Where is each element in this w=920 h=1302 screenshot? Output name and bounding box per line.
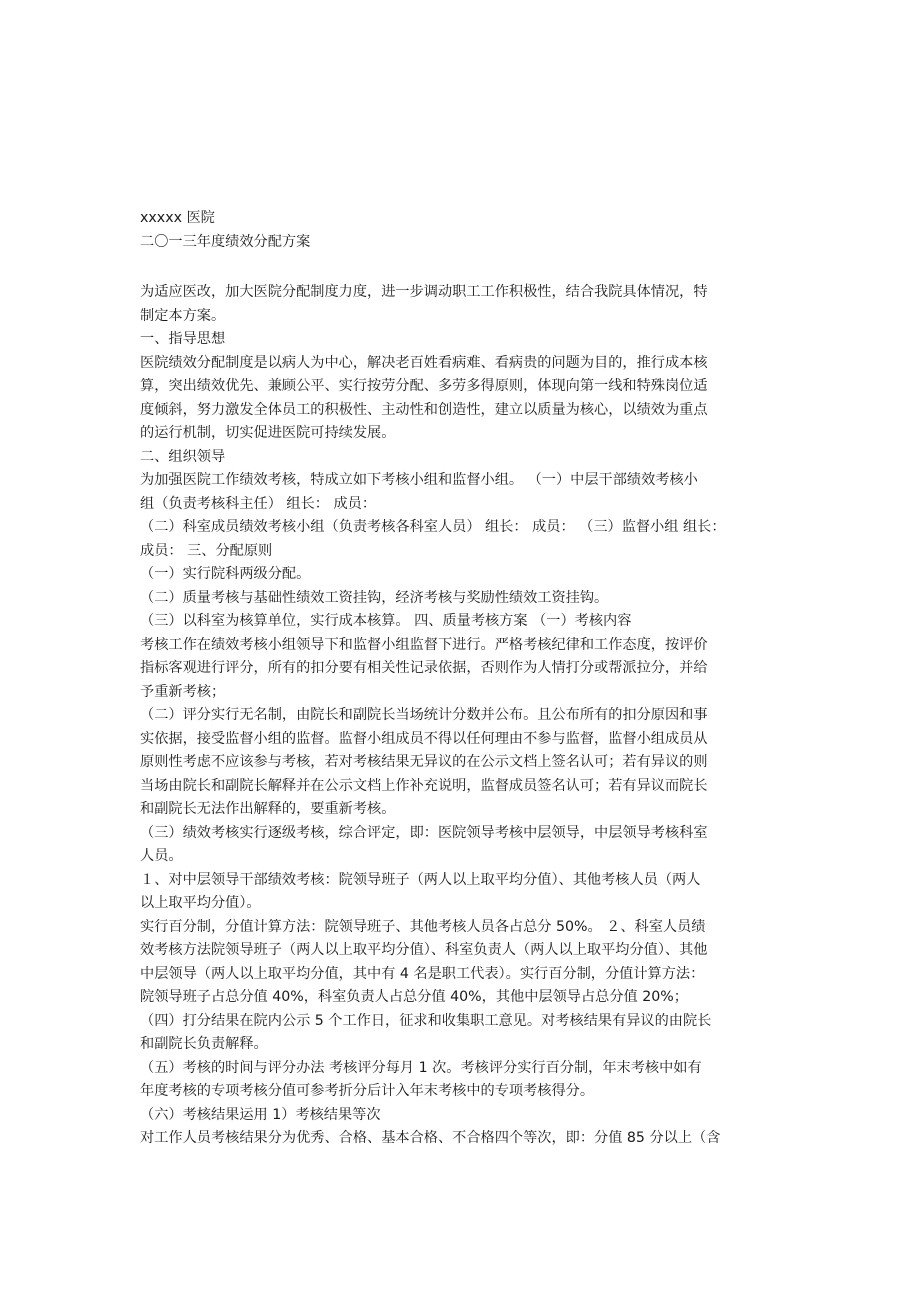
body-line: 院领导班子占总分值 40%，科室负责人占总分值 40%，其他中层领导占总分值 20%； (140, 989, 688, 1005)
body-line: 一、指导思想 (140, 331, 226, 347)
body-line: 为加强医院工作绩效考核，特成立如下考核小组和监督小组。 （一）中层干部绩效考核小 (140, 472, 698, 488)
body-line: （二）科室成员绩效考核小组（负责考核各科室人员） 组长： 成员： （三）监督小组 组长： (140, 519, 726, 535)
body-line: 实依据，接受监督小组的监督。监督小组成员不得以任何理由不参与监督，监督小组成员从 (140, 730, 708, 747)
body-line: 年度考核的专项考核分值可参考折分后计入年末考核中的专项考核得分。 (140, 1083, 595, 1099)
body-line: 成员： 三、分配原则 (140, 542, 273, 559)
body-line: 对工作人员考核结果分为优秀、合格、基本合格、不合格四个等次，即：分值 85 分以上（含 (140, 1130, 721, 1146)
document-body (140, 281, 785, 1151)
body-line: （一）实行院科两级分配。 (140, 566, 311, 582)
body-line: 原则性考虑不应该参与考核，若对考核结果无异议的在公示文档上签名认可；若有异议的则 (140, 754, 708, 770)
body-line: 医院绩效分配制度是以病人为中心，解决老百姓看病难、看病贵的问题为目的，推行成本核 (140, 354, 708, 371)
body-line: 当场由院长和副院长解释并在公示文档上作补充说明，监督成员签名认可；若有异议而院长 (140, 777, 708, 794)
body-line: （六）考核结果运用 1）考核结果等次 (140, 1106, 381, 1123)
body-line: 指标客观进行评分，所有的扣分要有相关性记录依据，否则作为人情打分或帮派拉分，并给 (140, 660, 708, 676)
body-line: （二）质量考核与基础性绩效工资挂钩，经济考核与奖励性绩效工资挂钩。 (140, 589, 609, 606)
body-line: 为适应医改，加大医院分配制度力度，进一步调动职工工作积极性，结合我院具体情况，特 (140, 284, 708, 300)
body-line: 人员。 (140, 848, 183, 864)
body-line: （二）评分实行无名制，由院长和副院长当场统计分数并公布。且公布所有的扣分原因和事 (140, 707, 708, 723)
body-line: 实行百分制，分值计算方法：院领导班子、其他考核人员各占总分 50%。 ２、科室人员绩 (140, 918, 706, 935)
hospital-name: xxxxx 医院 (140, 210, 215, 226)
body-line: 予重新考核； (140, 683, 226, 700)
plan-title: 二〇一三年度绩效分配方案 (140, 233, 311, 250)
spacer (140, 254, 785, 281)
body-line: （三）绩效考核实行逐级考核，综合评定，即：医院领导考核中层领导，中层领导考核科室 (140, 824, 708, 841)
body-line: 和副院长无法作出解释的，要重新考核。 (140, 801, 396, 817)
body-line: 制定本方案。 (140, 307, 226, 324)
body-line: 效考核方法院领导班子（两人以上取平均分值）、科室负责人（两人以上取平均分值）、其他 (140, 942, 708, 958)
body-line: 中层领导（两人以上取平均分值，其中有 4 名是职工代表）。实行百分制，分值计算方法： (140, 965, 705, 982)
body-line: 度倾斜，努力激发全体员工的积极性、主动性和创造性，建立以质量为核心，以绩效为重点 (140, 401, 708, 418)
body-line: （五）考核的时间与评分办法 考核评分每月 1 次。考核评分实行百分制，年末考核中如有 (140, 1059, 702, 1076)
body-line: 以上取平均分值）。 (140, 895, 261, 911)
document-page (140, 207, 785, 1151)
body-line: １、对中层领导干部绩效考核：院领导班子（两人以上取平均分值）、其他考核人员（两人 (140, 871, 701, 888)
body-line: 二、组织领导 (140, 448, 226, 465)
body-line: 组（负责考核科主任） 组长： 成员： (140, 495, 377, 512)
body-line: （三）以科室为核算单位，实行成本核算。 四、质量考核方案 （一）考核内容 (140, 613, 632, 629)
body-line: （四）打分结果在院内公示 5 个工作日，征求和收集职工意见。对考核结果有异议的由院长 (140, 1012, 712, 1029)
body-line: 考核工作在绩效考核小组领导下和监督小组监督下进行。严格考核纪律和工作态度，按评价 (140, 636, 708, 653)
body-line: 的运行机制，切实促进医院可持续发展。 (140, 425, 396, 441)
body-line: 和副院长负责解释。 (140, 1036, 268, 1052)
body-line: 算，突出绩效优先、兼顾公平、实行按劳分配、多劳多得原则，体现向第一线和特殊岗位适 (140, 378, 708, 394)
